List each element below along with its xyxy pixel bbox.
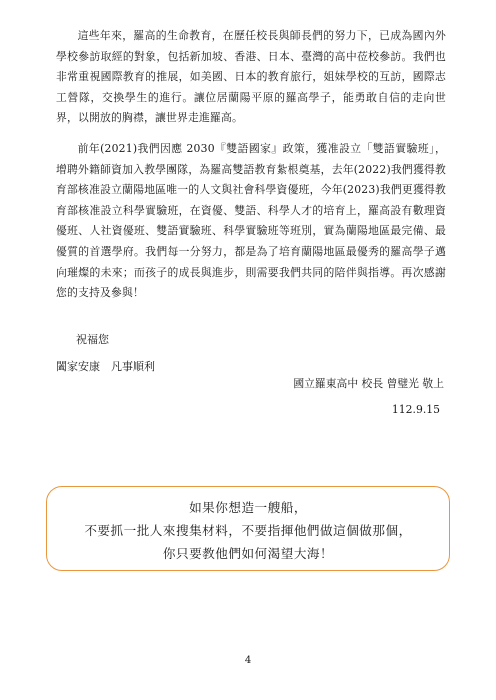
- paragraph-life-education: 這些年來，羅高的生命教育，在歷任校長與師長們的努力下，已成為國內外學校參訪取經的對象，包括新加坡、香港、日本、臺灣的高中莅校參訪。我們也非常重視國際教育的推展，如美國、日本的教育旅行，姐妹學校的互訪，國際志工營隊，交換學生的進行。讓位居蘭陽平原的羅高學子，能勇敢自信的走向世界，以開放的胸襟，讓世界走進羅高。: [56, 29, 446, 125]
- quote-box: [46, 486, 450, 571]
- closing-greeting: 祝福您: [76, 333, 109, 346]
- signature-line: 國立羅東高中 校長 曾璧光 敬上: [293, 377, 444, 390]
- quote-line-1: 如果你想造一艘船，: [189, 500, 307, 515]
- quote-line-3: 你只要教他們如何渴望大海！: [162, 546, 334, 561]
- closing-wish: 闔家安康 凡事順利: [56, 360, 155, 373]
- letter-body: [56, 26, 446, 304]
- page-number: 4: [244, 655, 252, 666]
- paragraph-bilingual-programs: 前年(2021)我們因應 2030『雙語國家』政策，獲准設立「雙語實驗班」，增聘外籍師資加入教學團隊，為羅高雙語教育紮根奠基，去年(2022)我們獲得教育部核准設立蘭陽地區唯一的人文與社會科學資優班，今年(2023)我們更獲得教育部核准設立科學實驗班，在資優、雙語、科學人才的培育上，羅高設有數理資優班、人社資優班、雙語實驗班、科學實驗班等班別，實為蘭陽地區最完備、最優質的首選學府。我們每一分努力，都是為了培育蘭陽地區最優秀的羅高學子邁向璀燦的未來；而孩子的成長與進步，則需要我們共同的陪伴與指導。再次感謝您的支持及參與！: [56, 141, 446, 300]
- quote-line-2: 不要抓一批人來搜集材料，不要指揮他們做這個做那個，: [84, 523, 412, 538]
- letter-date: 112.9.15: [391, 403, 440, 416]
